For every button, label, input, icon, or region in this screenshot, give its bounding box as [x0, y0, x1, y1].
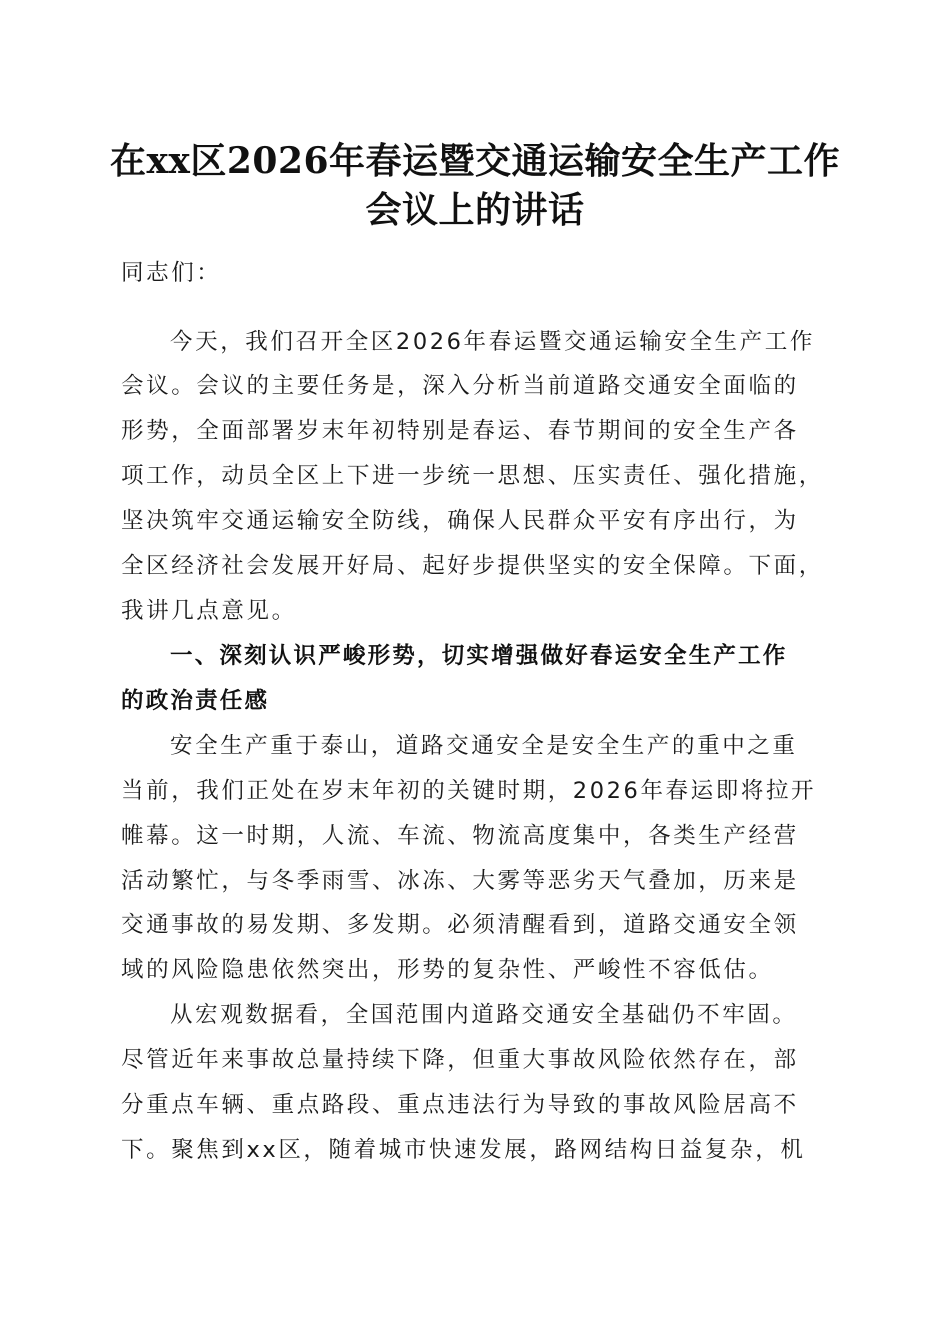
section-1-heading-line: 一、深刻认识严峻形势，切实增强做好春运安全生产工作 [170, 643, 788, 669]
paragraph-3-line: 分重点车辆、重点路段、重点违法行为导致的事故风险居高不 [121, 1092, 799, 1118]
document-title-line-2: 会议上的讲话 [365, 189, 585, 231]
paragraph-1-line: 项工作，动员全区上下进一步统一思想、压实责任、强化措施， [121, 463, 824, 489]
paragraph-2-line: 活动繁忙，与冬季雨雪、冰冻、大雾等恶劣天气叠加，历来是 [121, 868, 799, 894]
document-title-line-1: 在xx区2026年春运暨交通运输安全生产工作 [109, 140, 841, 182]
paragraph-2-line: 交通事故的易发期、多发期。必须清醒看到，道路交通安全领 [121, 912, 799, 938]
paragraph-1-line: 坚决筑牢交通运输安全防线，确保人民群众平安有序出行，为 [121, 508, 799, 534]
paragraph-1-line: 全区经济社会发展开好局、起好步提供坚实的安全保障。下面， [121, 553, 824, 579]
paragraph-1-line: 今天，我们召开全区2026年春运暨交通运输安全生产工作 [170, 329, 815, 355]
paragraph-3-line: 从宏观数据看，全国范围内道路交通安全基础仍不牢固。 [170, 1002, 798, 1028]
paragraph-1-line: 形势，全面部署岁末年初特别是春运、春节期间的安全生产各 [121, 418, 799, 444]
paragraph-1-line: 会议。会议的主要任务是，深入分析当前道路交通安全面临的 [121, 373, 799, 399]
paragraph-2-line: 安全生产重于泰山，道路交通安全是安全生产的重中之重 [170, 733, 798, 759]
salutation: 同志们： [121, 260, 222, 286]
paragraph-3-line: 下。聚焦到xx区，随着城市快速发展，路网结构日益复杂，机 [121, 1137, 806, 1163]
section-1-heading-line: 的政治责任感 [121, 688, 270, 714]
paragraph-1-line: 我讲几点意见。 [121, 598, 297, 624]
paragraph-2-line: 当前，我们正处在岁末年初的关键时期，2026年春运即将拉开 [121, 778, 817, 804]
paragraph-3-line: 尽管近年来事故总量持续下降，但重大事故风险依然存在，部 [121, 1047, 799, 1073]
paragraph-2-line: 帷幕。这一时期，人流、车流、物流高度集中，各类生产经营 [121, 823, 799, 849]
paragraph-2-line: 域的风险隐患依然突出，形势的复杂性、严峻性不容低估。 [121, 957, 774, 983]
